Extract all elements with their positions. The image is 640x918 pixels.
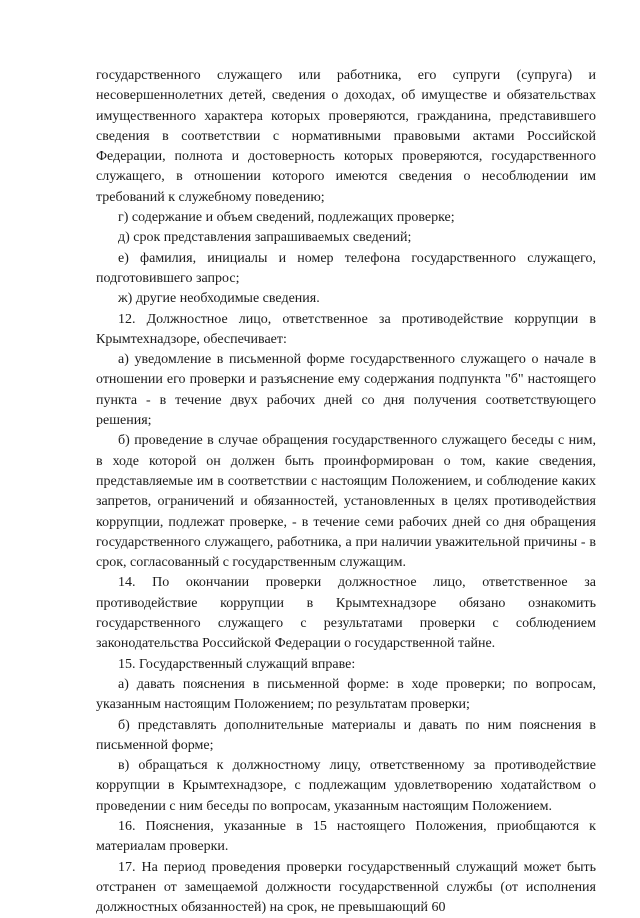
paragraph-clause-12: 12. Должностное лицо, ответственное за противодействие коррупции в Крымтехнадзоре, обеспечивает: [96, 311, 596, 347]
paragraph-clause-12-a: а) уведомление в письменной форме государственного служащего о начале в отношении его проверки и разъяснение ему содержания подпункта "б" настоящего пункта - в течение двух рабочих дней со дня получения соответствующего решения; [96, 352, 596, 429]
paragraph-clause-17: 17. На период проведения проверки государственный служащий может быть отстранен от замещаемой должности государственной службы (от исполнения должностных обязанностей) на срок, не превышающий 60 [96, 859, 596, 916]
paragraph-continuation: государственного служащего или работника, его супруги (супруга) и несовершеннолетних детей, сведения о доходах, об имуществе и обязательствах имущественного характера которых проверяются, гражданина, представившего сведения в соответствии с нормативными правовыми актами Российской Федерации, полнота и достоверность которых проверяются, государственного служащего, в отношении которого имеются сведения о несоблюдении им требований к служебному поведению; [96, 68, 596, 205]
paragraph-clause-15-v: в) обращаться к должностному лицу, ответственному за противодействие коррупции в Крымтехнадзоре, с подлежащим удовлетворению ходатайством о проведении с ним беседы по вопросам, указанным настоящим Положением. [96, 758, 596, 814]
paragraph-clause-15: 15. Государственный служащий вправе: [118, 656, 356, 672]
paragraph-item-e: е) фамилия, инициалы и номер телефона государственного служащего, подготовившего запрос; [96, 250, 596, 286]
paragraph-clause-15-b: б) представлять дополнительные материалы и давать по ним пояснения в письменной форме; [96, 717, 596, 753]
paragraph-item-g: г) содержание и объем сведений, подлежащих проверке; [118, 210, 455, 226]
paragraph-clause-12-b: б) проведение в случае обращения государственного служащего беседы с ним, в ходе которой он должен быть проинформирован о том, какие сведения, представляемые им в соответствии с настоящим Положением, и соблюдение каких запретов, ограничений и обязанностей, установленных в целях противодействия коррупции, подлежат проверке, - в течение семи рабочих дней со дня обращения государственного служащего, работника, а при наличии уважительной причины - в срок, согласованный с государственным служащим. [96, 433, 596, 571]
paragraph-clause-15-a: а) давать пояснения в письменной форме: в ходе проверки; по вопросам, указанным настоящим Положением; по результатам проверки; [96, 676, 596, 713]
paragraph-item-zh: ж) другие необходимые сведения. [118, 291, 320, 307]
document-page [96, 66, 596, 918]
paragraph-clause-16: 16. Пояснения, указанные в 15 настоящего Положения, приобщаются к материалам проверки. [96, 818, 596, 855]
paragraph-clause-14: 14. По окончании проверки должностное лицо, ответственное за противодействие коррупции в Крымтехнадзоре обязано ознакомить государственного служащего с результатами проверки с соблюдением законодательства Российской Федерации о государственной тайне. [96, 575, 596, 652]
paragraph-item-d: д) срок представления запрашиваемых сведений; [118, 230, 412, 246]
